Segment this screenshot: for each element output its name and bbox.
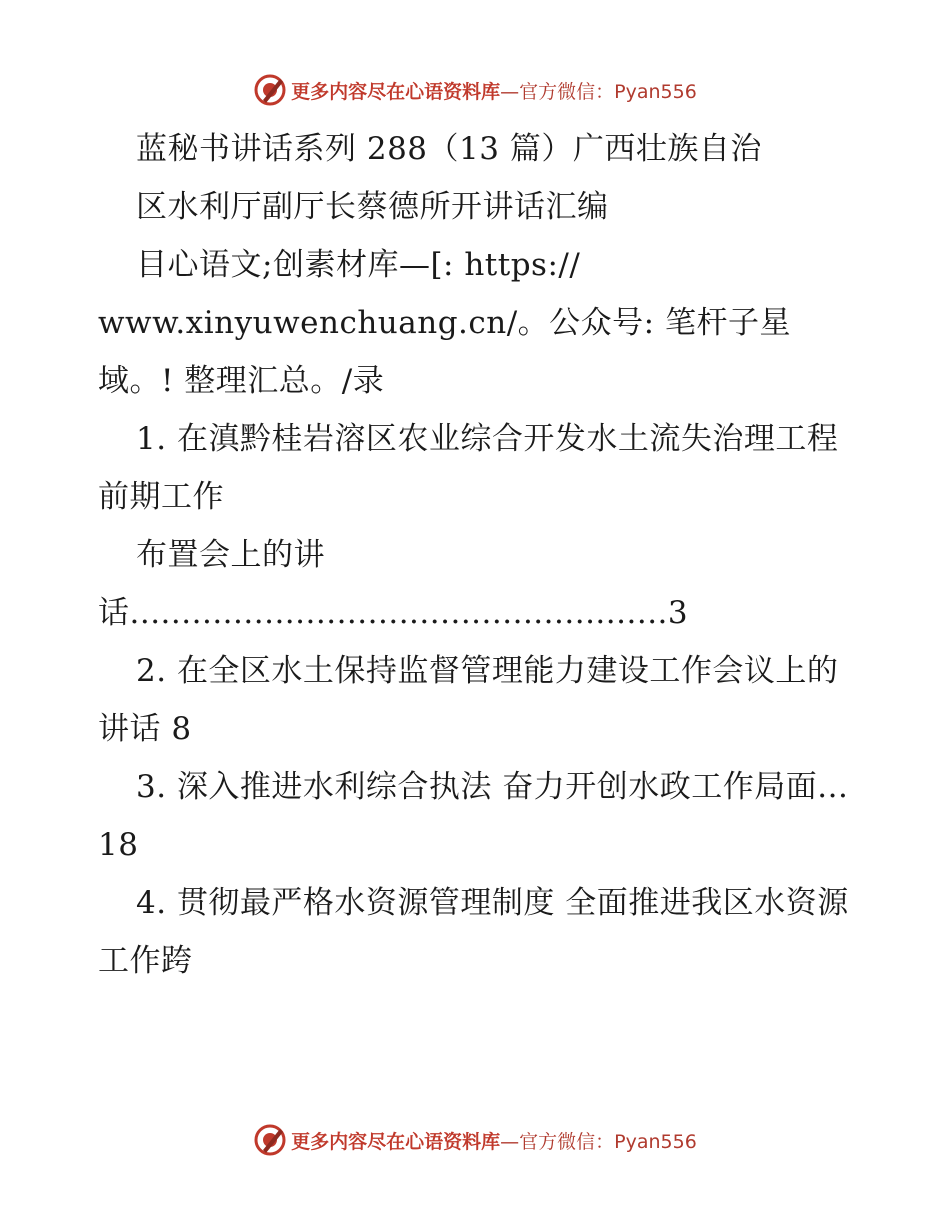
toc-item-number: 2.: [136, 653, 167, 689]
footer-watermark-banner: [0, 1120, 950, 1160]
banner-separator: —: [500, 1130, 520, 1153]
toc-item-text: 深入推进水利综合执法 奋力开创水政工作局面...18: [98, 769, 849, 863]
doc-source-line-3: 域。! 整理汇总。/录: [98, 363, 385, 399]
doc-title-line-1: 蓝秘书讲话系列 288（13 篇）广西壮族自治: [136, 131, 762, 167]
toc-item-3: [98, 758, 858, 874]
toc-item-text: 在滇黔桂岩溶区农业综合开发水土流失治理工程前期工作: [98, 421, 839, 515]
toc-item-number: 4.: [136, 885, 167, 921]
toc-item-1-continued: 布置会上的讲: [136, 537, 325, 573]
banner-main-text: 更多内容尽在心语资料库: [291, 80, 501, 103]
banner-main-text: 更多内容尽在心语资料库: [291, 1130, 501, 1153]
toc-item-1: [98, 410, 858, 526]
banner-sub-text: 官方微信：Pyan556: [519, 1130, 697, 1153]
doc-source-line-2: www.xinyuwenchuang.cn/。公众号: 笔杆子星: [98, 305, 791, 341]
toc-item-number: 3.: [136, 769, 167, 805]
toc-item-number: 1.: [136, 421, 167, 457]
doc-title-line-2: 区水利厅副厅长蔡德所开讲话汇编: [136, 189, 609, 225]
header-watermark-banner: [0, 70, 950, 110]
pen-logo-icon: [253, 73, 287, 107]
banner-separator: —: [500, 80, 520, 103]
toc-item-4: [98, 874, 858, 990]
banner-text: [291, 1127, 697, 1154]
banner-text: [291, 77, 697, 104]
toc-item-2: [98, 642, 858, 758]
pen-logo-icon: [253, 1123, 287, 1157]
banner-sub-text: 官方微信：Pyan556: [519, 80, 697, 103]
doc-source-line-1: 目心语文;创素材库—[: https://: [136, 247, 581, 283]
document-body: [98, 120, 858, 990]
toc-item-text: 贯彻最严格水资源管理制度 全面推进我区水资源工作跨: [98, 885, 849, 979]
toc-item-text: 在全区水土保持监督管理能力建设工作会议上的讲话 8: [98, 653, 839, 747]
toc-item-1-leader: 话....................................................3: [98, 595, 689, 631]
